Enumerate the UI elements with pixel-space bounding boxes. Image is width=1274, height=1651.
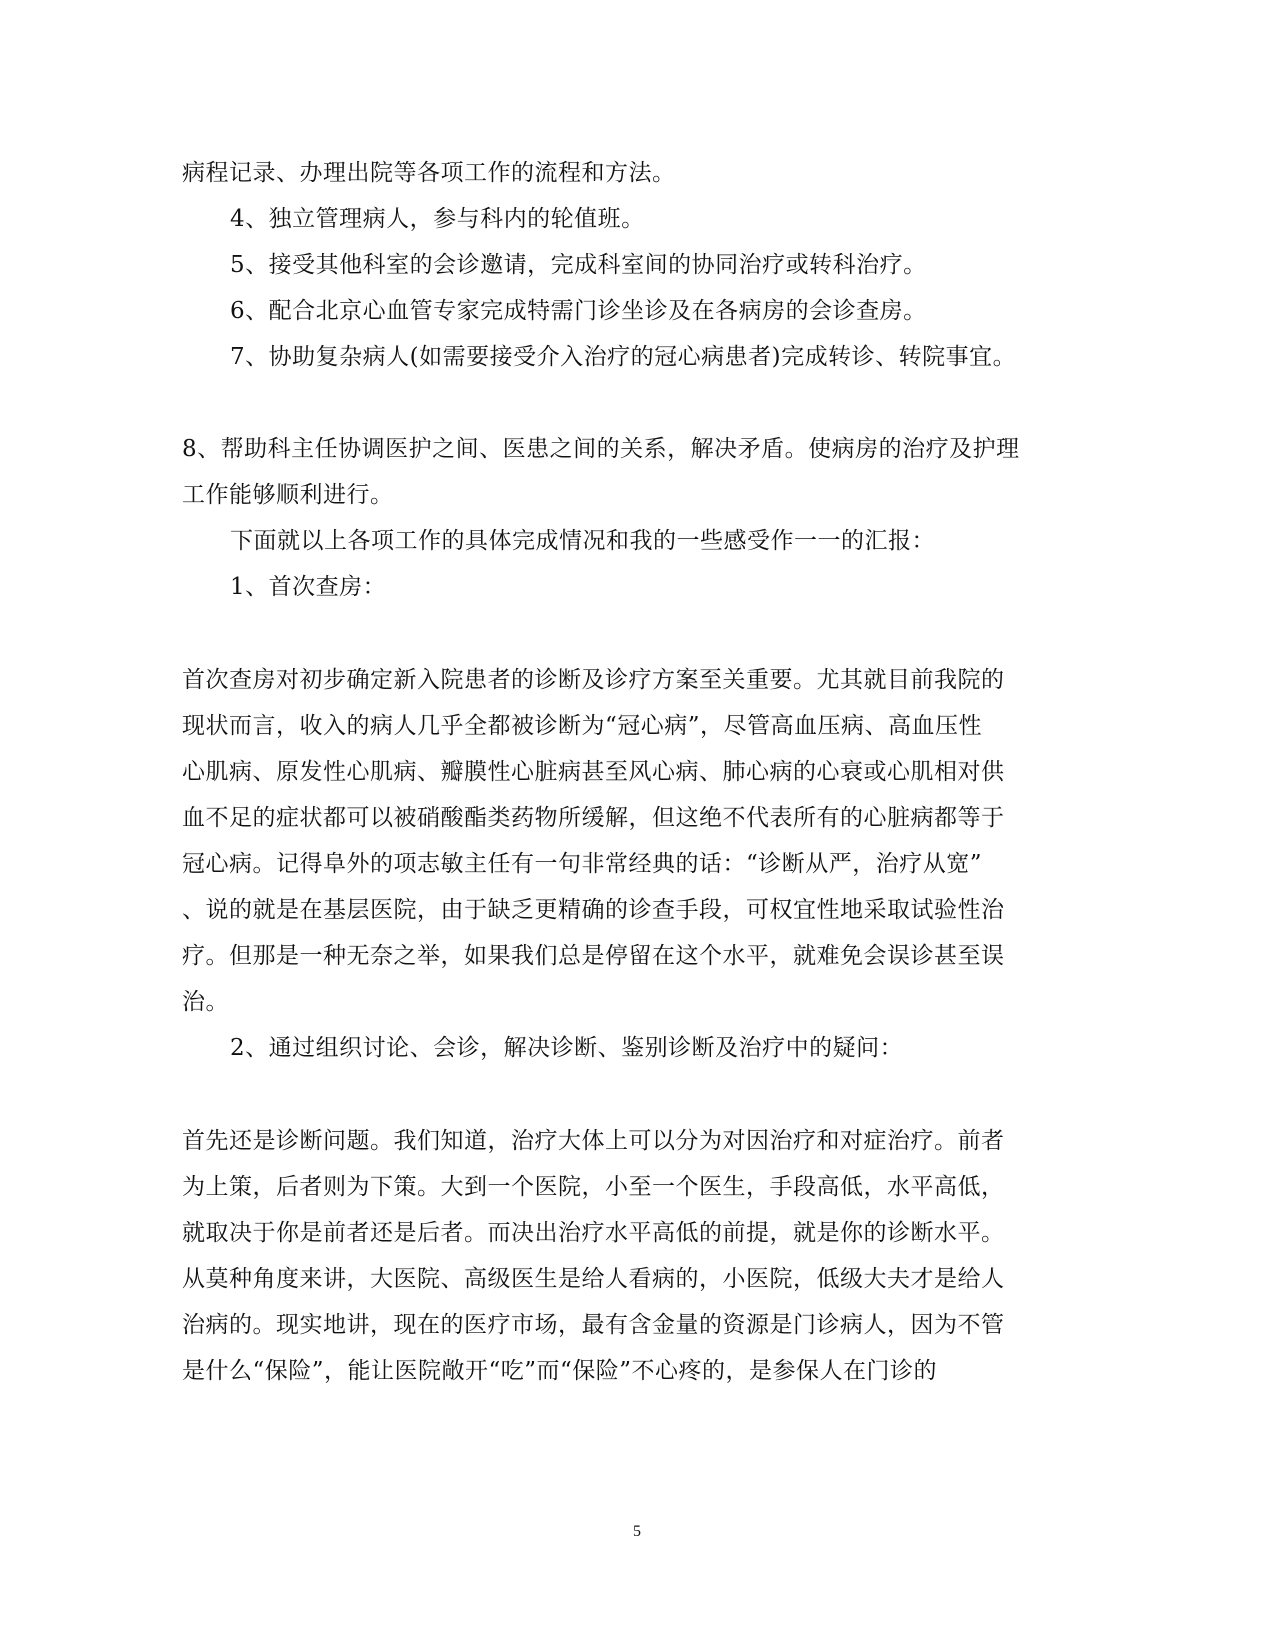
text-line: 2、通过组织讨论、会诊，解决诊断、鉴别诊断及治疗中的疑问： <box>230 1035 904 1061</box>
text-line: 治病的。现实地讲，现在的医疗市场，最有含金量的资源是门诊病人，因为不管 <box>182 1312 1005 1338</box>
text-line: 7、协助复杂病人(如需要接受介入治疗的冠心病患者)完成转诊、转院事宜。 <box>230 344 1017 370</box>
text-line: 病程记录、办理出院等各项工作的流程和方法。 <box>182 160 676 186</box>
text-line: 、说的就是在基层医院，由于缺乏更精确的诊查手段，可权宜性地采取试验性治 <box>182 897 1005 923</box>
text-line: 血不足的症状都可以被硝酸酯类药物所缓解，但这绝不代表所有的心脏病都等于 <box>182 805 1005 831</box>
text-line: 是什么“保险”，能让医院敞开“吃”而“保险”不心疼的，是参保人在门诊的 <box>182 1358 938 1384</box>
text-line: 疗。但那是一种无奈之举，如果我们总是停留在这个水平，就难免会误诊甚至误 <box>182 943 1005 969</box>
page-number: 5 <box>633 1523 641 1540</box>
text-line: 1、首次查房： <box>230 574 387 600</box>
text-line: 心肌病、原发性心肌病、瓣膜性心脏病甚至风心病、肺心病的心衰或心肌相对供 <box>182 759 1005 785</box>
text-line: 为上策，后者则为下策。大到一个医院，小至一个医生，手段高低，水平高低， <box>182 1174 1005 1200</box>
text-line: 就取决于你是前者还是后者。而决出治疗水平高低的前提，就是你的诊断水平。 <box>182 1220 1005 1246</box>
text-line: 冠心病。记得阜外的项志敏主任有一句非常经典的话：“诊断从严，治疗从宽” <box>182 851 983 877</box>
text-line: 现状而言，收入的病人几乎全都被诊断为“冠心病”，尽管高血压病、高血压性 <box>182 713 983 739</box>
text-line: 6、配合北京心血管专家完成特需门诊坐诊及在各病房的会诊查房。 <box>230 298 927 324</box>
text-line: 下面就以上各项工作的具体完成情况和我的一些感受作一一的汇报： <box>230 528 935 554</box>
text-line: 工作能够顺利进行。 <box>182 482 394 508</box>
text-line: 首次查房对初步确定新入院患者的诊断及诊疗方案至关重要。尤其就目前我院的 <box>182 667 1005 693</box>
text-line: 8、帮助科主任协调医护之间、医患之间的关系，解决矛盾。使病房的治疗及护理 <box>182 436 1020 462</box>
text-line: 5、接受其他科室的会诊邀请，完成科室间的协同治疗或转科治疗。 <box>230 252 927 278</box>
text-line: 从莫种角度来讲，大医院、高级医生是给人看病的，小医院，低级大夫才是给人 <box>182 1266 1005 1292</box>
text-line: 4、独立管理病人，参与科内的轮值班。 <box>230 206 645 232</box>
text-line: 首先还是诊断问题。我们知道，治疗大体上可以分为对因治疗和对症治疗。前者 <box>182 1128 1005 1154</box>
text-line: 治。 <box>182 989 229 1015</box>
